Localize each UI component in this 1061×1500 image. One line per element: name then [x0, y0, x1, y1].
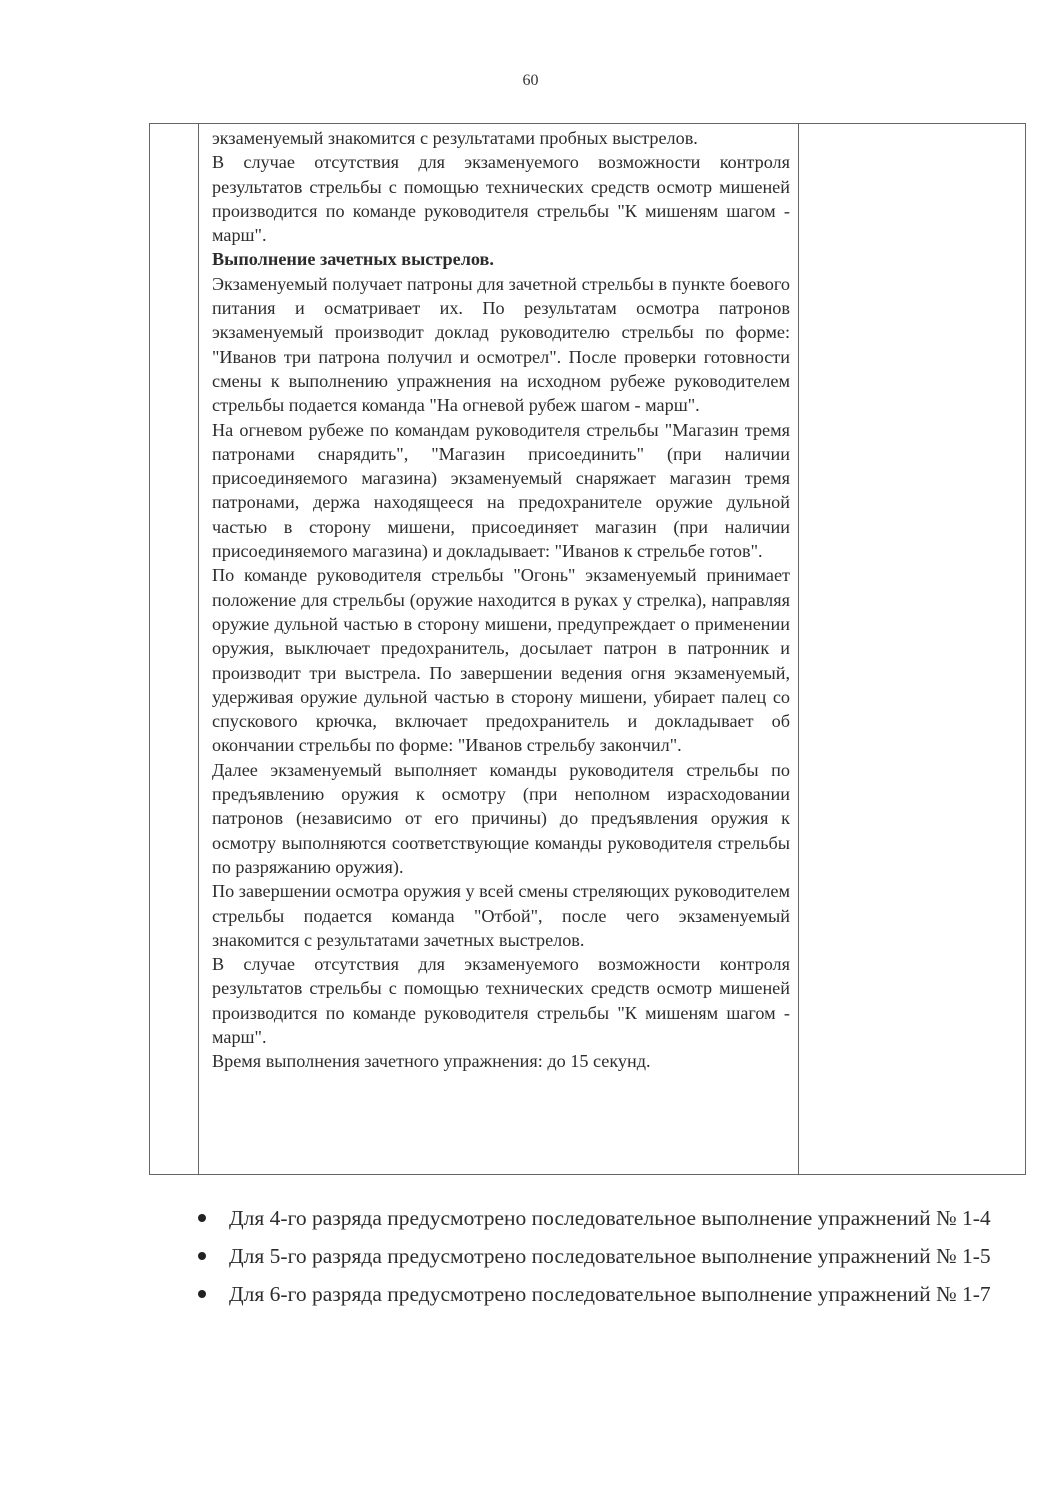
table-column-divider-left	[198, 124, 199, 1174]
list-item: Для 6-го разряда предусмотрено последовательное выполнение упражнений № 1-7	[172, 1280, 1002, 1309]
paragraph-time-limit: Время выполнения зачетного упражнения: до 15 секунд.	[212, 1051, 651, 1072]
page-number: 60	[522, 72, 539, 89]
paragraph-target-inspection-scoring: В случае отсутствия для экзаменуемого возможности контроля результатов стрельбы с помощью технических средств осмотр мишеней производится по команде руководителя стрельбы "К мишеням шагом - марш".	[212, 954, 790, 1047]
list-item: Для 5-го разряда предусмотрено последовательное выполнение упражнений № 1-5	[172, 1242, 1002, 1271]
section-heading-scoring-shots: Выполнение зачетных выстрелов.	[212, 249, 494, 270]
paragraph-trial-results: экзаменуемый знакомится с результатами пробных выстрелов.	[212, 128, 698, 148]
paragraph-load-magazine: На огневом рубеже по командам руководителя стрельбы "Магазин тремя патронами снарядить", "Магазин присоединить" (при наличии присоединяемого магазина) экзаменуемый снаряжает магазин тремя патронами, держа находящееся на предохранителе оружие дульной частью в сторону мишени, присоединяет магазин (при наличии присоединяемого магазина) и докладывает: "Иванов к стрельбе готов".	[212, 419, 790, 562]
paragraph-fire-command: По команде руководителя стрельбы "Огонь" экзаменуемый принимает положение для стрельбы (оружие находится в руках у стрелка), направляя оружие дульной частью в сторону мишени, предупреждает о применении оружия, выключает предохранитель, досылает патрон в патронник и производит три выстрела. По завершении ведения огня экзаменуемый, удерживая оружие дульной частью в сторону мишени, убирает палец со спускового крючка, включает предохранитель и докладывает об окончании стрельбы по форме: "Иванов стрельбу закончил".	[212, 565, 790, 756]
table-description-cell	[212, 126, 790, 1074]
bullet-icon	[198, 1214, 206, 1222]
paragraph-weapon-inspection: Далее экзаменуемый выполняет команды руководителя стрельбы по предъявлению оружия к осмотру (при неполном израсходовании патронов (независимо от его причины) до предъявления оружия к осмотру выполняются соответствующие команды руководителя стрельбы по разряжанию оружия).	[212, 759, 790, 877]
bullet-icon	[198, 1290, 206, 1298]
table-column-divider-right	[798, 124, 799, 1174]
paragraph-target-inspection-trial: В случае отсутствия для экзаменуемого возможности контроля результатов стрельбы с помощью технических средств осмотр мишеней производится по команде руководителя стрельбы "К мишеням шагом - марш".	[212, 152, 790, 246]
exercise-table	[149, 123, 1026, 1175]
list-item: Для 4-го разряда предусмотрено последовательное выполнение упражнений № 1-4	[172, 1204, 1002, 1233]
rank-requirements-list	[172, 1204, 1002, 1318]
bullet-icon	[198, 1252, 206, 1260]
paragraph-stand-down: По завершении осмотра оружия у всей смены стреляющих руководителем стрельбы подается команда "Отбой", после чего экзаменуемый знакомится с результатами зачетных выстрелов.	[212, 881, 790, 950]
paragraph-receive-cartridges: Экзаменуемый получает патроны для зачетной стрельбы в пункте боевого питания и осматривает их. По результатам осмотра патронов экзаменуемый производит доклад руководителю стрельбы по форме: "Иванов три патрона получил и осмотрел". После проверки готовности смены к выполнению упражнения на исходном рубеже руководителем стрельбы подается команда "На огневой рубеж шагом - марш".	[212, 273, 790, 416]
